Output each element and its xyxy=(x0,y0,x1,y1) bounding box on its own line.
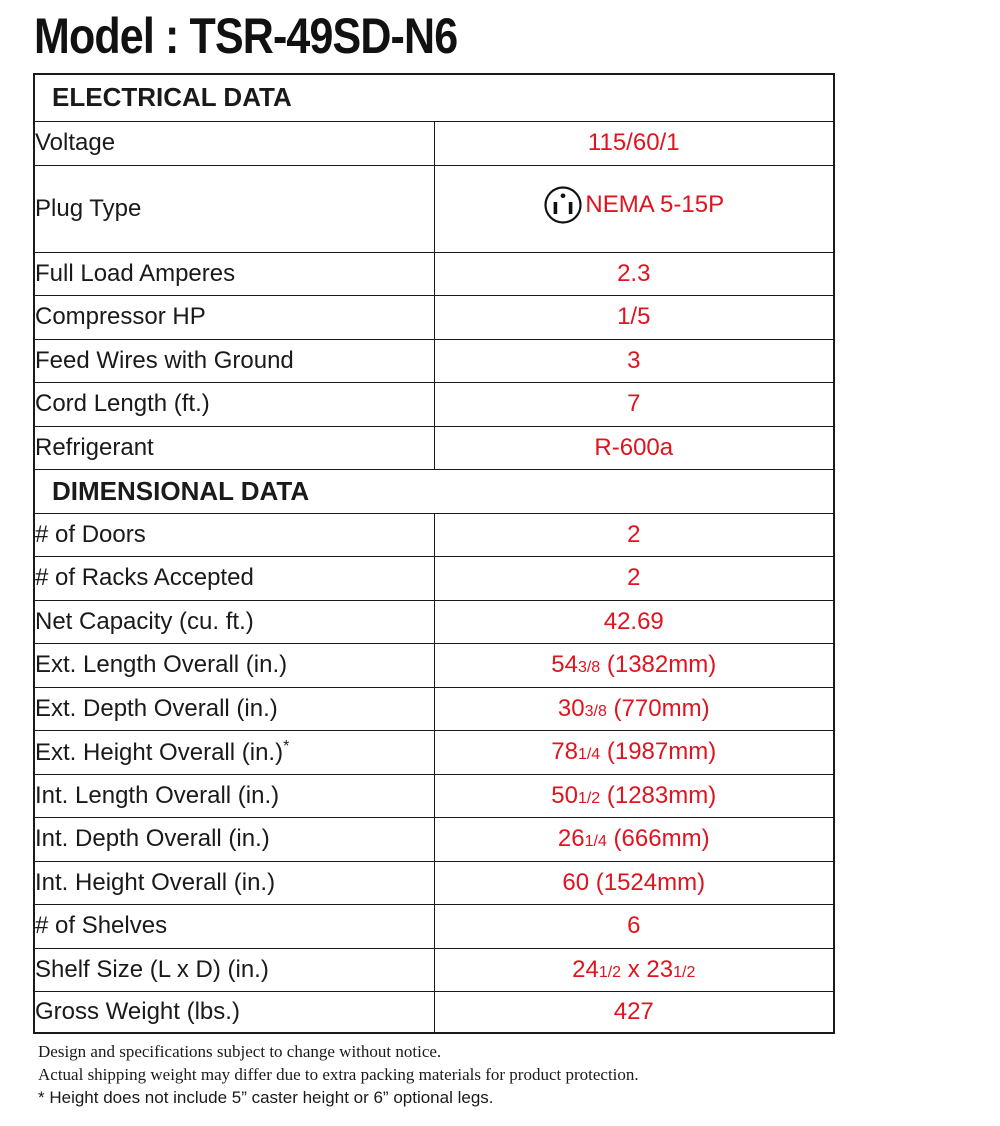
spec-value xyxy=(434,774,834,817)
value-fraction: 1/2 xyxy=(577,789,601,807)
spec-label: Plug Type xyxy=(34,165,434,252)
value-fraction: 1/2 xyxy=(598,963,622,981)
value-metric: (1382mm) xyxy=(600,651,717,678)
section-header-dimensional xyxy=(34,469,834,513)
plug-type-value: NEMA 5-15P xyxy=(585,191,725,218)
value-whole: 30 xyxy=(557,694,585,722)
section-title: ELECTRICAL DATA xyxy=(34,74,834,121)
spec-row-int-depth xyxy=(34,817,834,861)
spec-value: 42.69 xyxy=(434,600,834,643)
spec-label: Int. Depth Overall (in.) xyxy=(34,817,434,861)
model-title: Model : TSR-49SD-N6 xyxy=(34,8,458,64)
spec-label: Compressor HP xyxy=(34,295,434,339)
spec-value xyxy=(434,165,834,252)
value-whole: 24 xyxy=(572,955,599,983)
value-fraction: 3/8 xyxy=(577,659,601,676)
spec-row-feed-wires xyxy=(34,339,834,382)
spec-label: Int. Height Overall (in.) xyxy=(34,861,434,904)
spec-row-ext-depth xyxy=(34,687,834,730)
value-separator: x xyxy=(621,955,647,983)
spec-row-gross-weight xyxy=(34,991,834,1033)
value-whole: 26 xyxy=(557,825,585,852)
value-fraction: 1/4 xyxy=(577,746,601,763)
footnote-mark: * xyxy=(283,737,290,755)
spec-label xyxy=(34,730,434,774)
spec-row-compressor-hp xyxy=(34,295,834,339)
section-header-electrical xyxy=(34,74,834,121)
spec-label: Gross Weight (lbs.) xyxy=(34,991,434,1033)
spec-row-full-load-amperes xyxy=(34,252,834,295)
spec-label: Int. Length Overall (in.) xyxy=(34,774,434,817)
spec-label: # of Shelves xyxy=(34,904,434,948)
value-whole: 54 xyxy=(551,651,578,678)
spec-label: Voltage xyxy=(34,121,434,165)
spec-label: # of Doors xyxy=(34,513,434,556)
value-fraction: 1/4 xyxy=(584,833,607,850)
note-shipping-weight: Actual shipping weight may differ due to extra packing materials for product protection. xyxy=(38,1065,639,1084)
value-whole: 23 xyxy=(646,955,674,983)
spec-row-int-height xyxy=(34,861,834,904)
value-whole: 50 xyxy=(551,781,578,809)
spec-value: 427 xyxy=(434,991,834,1033)
nema-plug-icon xyxy=(543,185,583,225)
spec-row-shelf-size xyxy=(34,948,834,991)
spec-label: Ext. Length Overall (in.) xyxy=(34,643,434,687)
value-metric: (770mm) xyxy=(606,694,710,722)
spec-label: Net Capacity (cu. ft.) xyxy=(34,600,434,643)
footnotes xyxy=(38,1040,978,1110)
note-specs-change: Design and specifications subject to change without notice. xyxy=(38,1042,442,1061)
value-whole: 78 xyxy=(551,738,578,765)
value-metric: (1987mm) xyxy=(600,738,717,765)
spec-value: 2 xyxy=(434,556,834,600)
spec-value: 2 xyxy=(434,513,834,556)
spec-row-net-capacity xyxy=(34,600,834,643)
spec-label: # of Racks Accepted xyxy=(34,556,434,600)
spec-row-ext-length xyxy=(34,643,834,687)
spec-value xyxy=(434,730,834,774)
spec-label: Feed Wires with Ground xyxy=(34,339,434,382)
spec-value xyxy=(434,948,834,991)
spec-label: Ext. Depth Overall (in.) xyxy=(34,687,434,730)
spec-value: 115/60/1 xyxy=(434,121,834,165)
spec-label: Cord Length (ft.) xyxy=(34,382,434,426)
spec-row-doors xyxy=(34,513,834,556)
spec-value: 7 xyxy=(434,382,834,426)
spec-value: 6 xyxy=(434,904,834,948)
spec-row-ext-height xyxy=(34,730,834,774)
spec-row-plug-type xyxy=(34,165,834,252)
spec-value: 3 xyxy=(434,339,834,382)
spec-row-int-length xyxy=(34,774,834,817)
spec-row-refrigerant xyxy=(34,426,834,469)
spec-value: R-600a xyxy=(434,426,834,469)
spec-row-voltage xyxy=(34,121,834,165)
spec-value: 60 (1524mm) xyxy=(434,861,834,904)
value-metric: (666mm) xyxy=(606,825,710,852)
value-fraction: 1/2 xyxy=(673,963,696,981)
spec-label: Shelf Size (L x D) (in.) xyxy=(34,948,434,991)
label-text: Ext. Height Overall (in.) xyxy=(35,738,284,766)
section-title: DIMENSIONAL DATA xyxy=(34,469,834,513)
spec-row-racks-accepted xyxy=(34,556,834,600)
spec-row-cord-length xyxy=(34,382,834,426)
spec-value: 1/5 xyxy=(434,295,834,339)
spec-value xyxy=(434,643,834,687)
spec-value: 2.3 xyxy=(434,252,834,295)
value-fraction: 3/8 xyxy=(584,702,607,720)
spec-label: Refrigerant xyxy=(34,426,434,469)
spec-value xyxy=(434,817,834,861)
value-metric: (1283mm) xyxy=(600,781,717,809)
spec-table xyxy=(33,73,835,1034)
spec-label: Full Load Amperes xyxy=(34,252,434,295)
note-height: * Height does not include 5” caster height or 6” optional legs. xyxy=(38,1088,494,1107)
spec-value xyxy=(434,687,834,730)
spec-row-shelves xyxy=(34,904,834,948)
